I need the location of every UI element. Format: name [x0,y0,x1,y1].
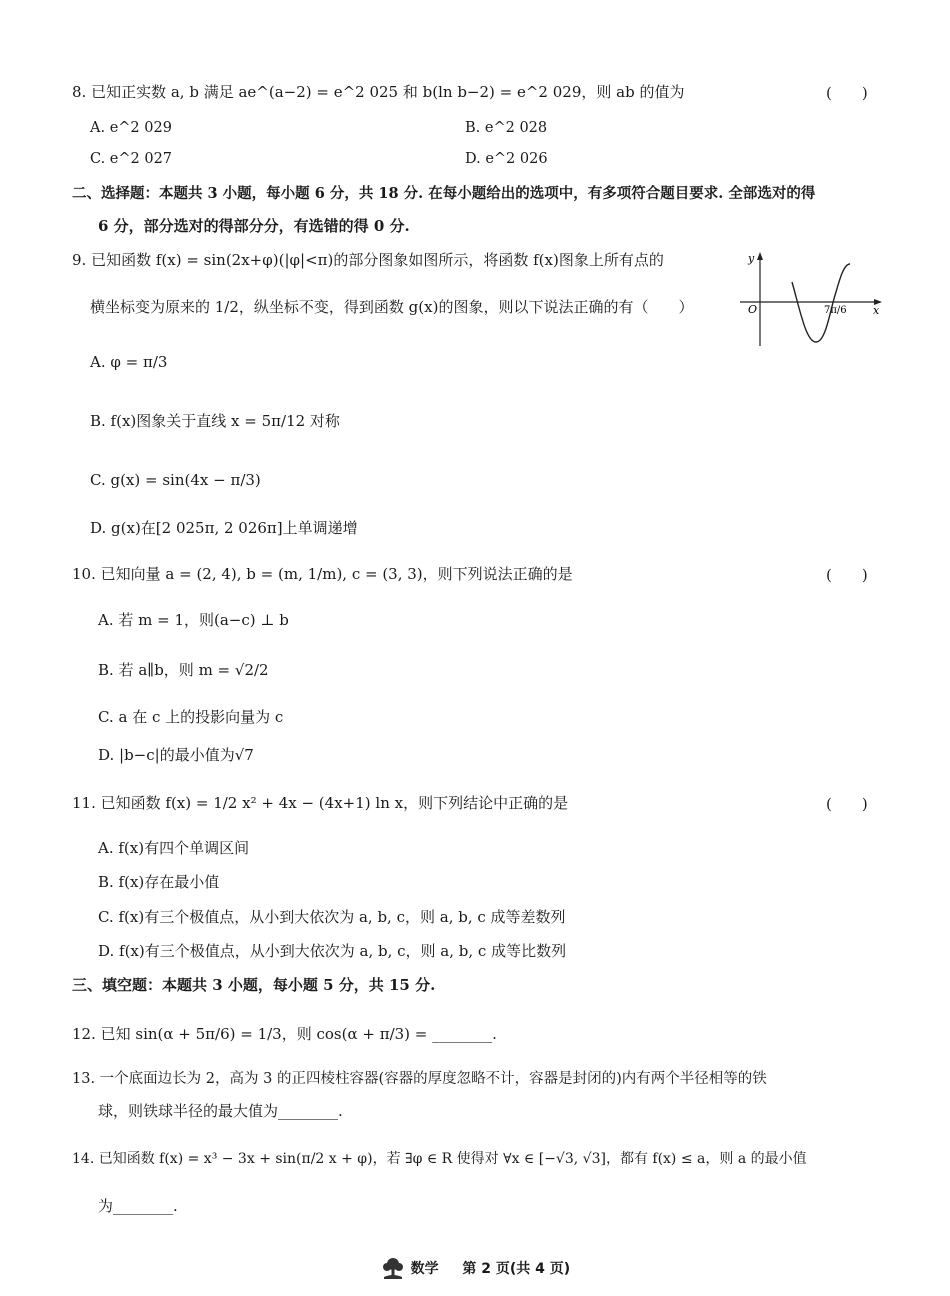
q11-paren: ( ) [826,795,868,813]
footer-subject: 数学 [410,1261,439,1277]
q9-option-c: C. g(x) = sin(4x − π/3) [90,471,261,489]
q8-option-a: A. e^2 029 [90,120,172,136]
q14-stem-line1: 14. 已知函数 f(x) = x³ − 3x + sin(π/2 x + φ)，若 ∃φ ∈ R 使得对 ∀x ∈ [−√3, √3]，都有 f(x) ≤ a，则 a 的最小值 [72,1151,807,1167]
q9-stem-line2: 横坐标变为原来的 1/2，纵坐标不变，得到函数 g(x)的图象，则以下说法正确的有（ ） [90,298,694,316]
q13-stem-line2: 球，则铁球半径的最大值为________. [98,1102,343,1120]
q11-option-c: C. f(x)有三个极值点，从小到大依次为 a, b, c，则 a, b, c 成等差数列 [98,908,566,926]
q10-stem: 10. 已知向量 a = (2, 4), b = (m, 1/m), c = (3, 3)，则下列说法正确的是 [72,565,573,583]
q10-option-d: D. |b−c|的最小值为√7 [98,746,254,764]
q10-paren: ( ) [826,566,868,584]
graph-origin-label: O [748,303,758,316]
section2-heading-line1: 二、选择题：本题共 3 小题，每小题 6 分，共 18 分. 在每小题给出的选项中，有多项符合题目要求. 全部选对的得 [72,185,816,202]
footer-page-number: 第 2 页(共 4 页) [462,1261,571,1277]
graph-tick-label: 7π/6 [824,305,847,316]
section3-heading: 三、填空题：本题共 3 小题，每小题 5 分，共 15 分. [72,976,436,994]
q8-option-c: C. e^2 027 [90,151,173,167]
q9-option-b: B. f(x)图象关于直线 x = 5π/12 对称 [90,412,340,430]
q14-stem-line2: 为________. [98,1197,178,1215]
q9-option-a: A. φ = π/3 [90,353,168,371]
q11-option-a: A. f(x)有四个单调区间 [98,839,250,857]
q8-paren: ( ) [826,84,868,102]
section2-heading-line2: 6 分，部分选对的得部分分，有选错的得 0 分. [98,217,410,235]
q10-option-c: C. a 在 c 上的投影向量为 c [98,708,284,726]
graph-y-label: y [748,252,755,265]
graph-sine-curve [792,264,850,342]
q9-option-d: D. g(x)在[2 025π, 2 026π]上单调递增 [90,519,358,537]
q11-option-d: D. f(x)有三个极值点，从小到大依次为 a, b, c，则 a, b, c 成等比数列 [98,942,567,960]
q10-option-a: A. 若 m = 1，则(a−c) ⊥ b [98,611,289,629]
q13-stem-line1: 13. 一个底面边长为 2，高为 3 的正四棱柱容器(容器的厚度忽略不计，容器是封闭的)内有两个半径相等的铁 [72,1071,767,1087]
q9-stem-line1: 9. 已知函数 f(x) = sin(2x+φ)(|φ|<π)的部分图象如图所示，将函数 f(x)图象上所有点的 [72,251,664,269]
q12-stem: 12. 已知 sin(α + 5π/6) = 1/3，则 cos(α + π/3) = ________. [72,1025,497,1043]
q11-stem: 11. 已知函数 f(x) = 1/2 x² + 4x − (4x+1) ln x，则下列结论中正确的是 [72,794,569,812]
q8-option-d: D. e^2 026 [465,151,548,167]
q9-sine-graph [730,250,890,350]
graph-y-arrow [757,252,763,260]
graph-x-label: x [873,304,880,317]
q10-option-b: B. 若 a∥b，则 m = √2/2 [98,661,269,679]
page-footer [0,1256,950,1280]
q11-option-b: B. f(x)存在最小值 [98,873,220,891]
q8-stem: 8. 已知正实数 a, b 满足 ae^(a−2) = e^2 025 和 b(ln b−2) = e^2 029，则 ab 的值为 [72,83,685,101]
q8-option-b: B. e^2 028 [465,120,548,136]
tree-logo-icon [380,1256,406,1280]
